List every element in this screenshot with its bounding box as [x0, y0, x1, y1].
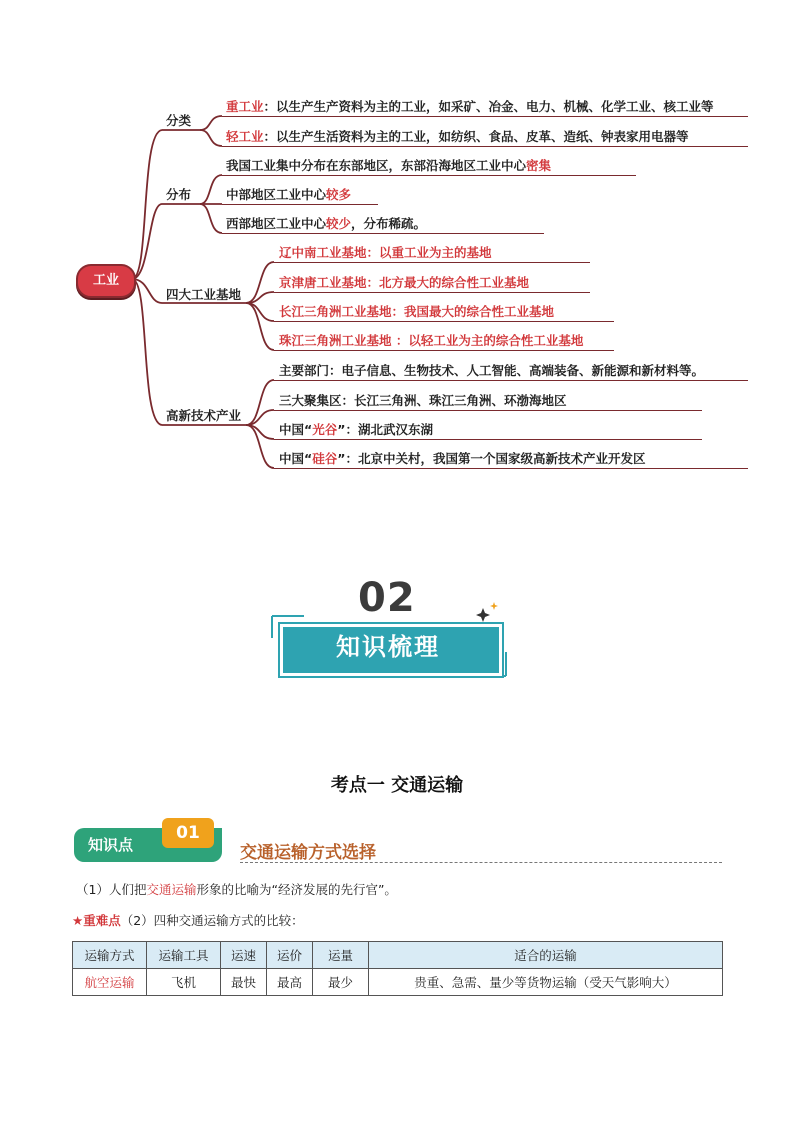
- knowledge-point-number: 01: [162, 818, 214, 848]
- leaf-line: [222, 175, 636, 176]
- paragraph-1: [76, 880, 397, 898]
- sparkle-icon: [476, 608, 490, 622]
- leaf-key: 密集: [526, 158, 552, 173]
- knowledge-point-label: 知识点: [88, 836, 134, 854]
- table-cell: 飞机: [147, 969, 221, 996]
- leaf-text: ”：湖北武汉东湖: [337, 422, 433, 437]
- paragraph-2: [72, 911, 304, 929]
- mindmap-root: 工业: [76, 264, 136, 298]
- branch-label-fenlei: 分类: [166, 113, 192, 128]
- para-key: 交通运输: [146, 882, 197, 897]
- leaf-key: 较少: [326, 216, 352, 231]
- leaf-tech-optics-valley: [279, 420, 433, 438]
- table-row: [73, 969, 723, 996]
- leaf-text: ”：北京中关村，我国第一个国家级高新技术产业开发区: [337, 451, 646, 466]
- leaf-dist-west: [226, 214, 426, 232]
- para-text: （1）人们把: [76, 882, 147, 897]
- key-difficulty-label: ★重难点: [72, 913, 121, 928]
- table-cell: 最快: [221, 969, 267, 996]
- leaf-line: [274, 321, 614, 322]
- leaf-key: 较多: [326, 187, 352, 202]
- table-header-cell: 运量: [313, 942, 369, 969]
- table-header-cell: 适合的运输: [369, 942, 723, 969]
- leaf-tech-sectors: 主要部门：电子信息、生物技术、人工智能、高端装备、新能源和新材料等。: [279, 363, 705, 378]
- table-cell: 航空运输: [73, 969, 147, 996]
- branch-label-jidi: 四大工业基地: [166, 287, 242, 302]
- leaf-tech-clusters: 三大聚集区：长江三角洲、珠江三角洲、环渤海地区: [279, 393, 567, 408]
- leaf-line: [274, 410, 702, 411]
- leaf-base-liaozhongnan: 辽中南工业基地：以重工业为主的基地: [279, 245, 492, 260]
- leaf-line: [274, 292, 590, 293]
- para-text: （2）四种交通运输方式的比较：: [120, 913, 304, 928]
- leaf-line: [274, 439, 702, 440]
- table-header-cell: 运输工具: [147, 942, 221, 969]
- connector-fenlei: [132, 130, 162, 279]
- branch-label-gaoxin: 高新技术产业: [166, 408, 242, 423]
- section-banner-title: 知识梳理: [336, 633, 440, 661]
- leaf-line: [222, 204, 378, 205]
- leaf-line: [222, 116, 748, 117]
- table-cell: 最少: [313, 969, 369, 996]
- leaf-text: ，分布稀疏。: [351, 216, 427, 231]
- connector-gaoxin: [132, 279, 162, 425]
- table-header-cell: 运输方式: [73, 942, 147, 969]
- dashed-divider: [240, 862, 722, 863]
- leaf-text: 中国“: [279, 451, 313, 466]
- table-cell: 贵重、急需、量少等货物运输（受天气影响大）: [369, 969, 723, 996]
- leaf-dist-central: [226, 185, 351, 203]
- branch-label-fenbu: 分布: [166, 187, 192, 202]
- leaf-line: [274, 262, 590, 263]
- table-header-cell: 运速: [221, 942, 267, 969]
- knowledge-point-title: 交通运输方式选择: [240, 843, 376, 863]
- leaf-text: ：以生产生产资料为主的工业，如采矿、冶金、电力、机械、化学工业、核工业等: [263, 99, 714, 114]
- table-cell: 最高: [267, 969, 313, 996]
- section-number: 02: [358, 575, 416, 621]
- leaf-line: [222, 146, 748, 147]
- table-header-cell: 运价: [267, 942, 313, 969]
- connector-fenbu: [132, 204, 162, 279]
- para-text: 形象的比喻为“经济发展的先行官”。: [196, 882, 397, 897]
- leaf-heavy-industry: [226, 97, 714, 115]
- leaf-text: ：以生产生活资料为主的工业，如纺织、食品、皮革、造纸、钟表家用电器等: [263, 129, 689, 144]
- leaf-key: 轻工业: [226, 129, 264, 144]
- leaf-key: 重工业: [226, 99, 264, 114]
- kaodian-title: 考点一 交通运输: [330, 775, 464, 796]
- leaf-text: 西部地区工业中心: [226, 216, 327, 231]
- leaf-light-industry: [226, 127, 689, 145]
- leaf-tech-silicon-valley: [279, 449, 645, 467]
- leaf-line: [222, 233, 544, 234]
- leaf-base-changjiang: 长江三角洲工业基地：我国最大的综合性工业基地: [279, 304, 555, 319]
- leaf-line: [274, 350, 614, 351]
- leaf-line: [274, 380, 748, 381]
- leaf-line: [274, 468, 748, 469]
- leaf-key: 硅谷: [312, 451, 338, 466]
- leaf-text: 中部地区工业中心: [226, 187, 327, 202]
- sparkle-icon: [490, 602, 498, 610]
- leaf-text: 中国“: [279, 422, 313, 437]
- transport-comparison-table: [72, 941, 723, 996]
- leaf-dist-east: [226, 156, 551, 174]
- leaf-base-jinjintang: 京津唐工业基地：北方最大的综合性工业基地: [279, 275, 530, 290]
- table-header-row: [73, 942, 723, 969]
- leaf-text: 我国工业集中分布在东部地区，东部沿海地区工业中心: [226, 158, 527, 173]
- leaf-base-zhujiang: 珠江三角洲工业基地 ：以轻工业为主的综合性工业基地: [279, 333, 584, 348]
- leaf-key: 光谷: [312, 422, 338, 437]
